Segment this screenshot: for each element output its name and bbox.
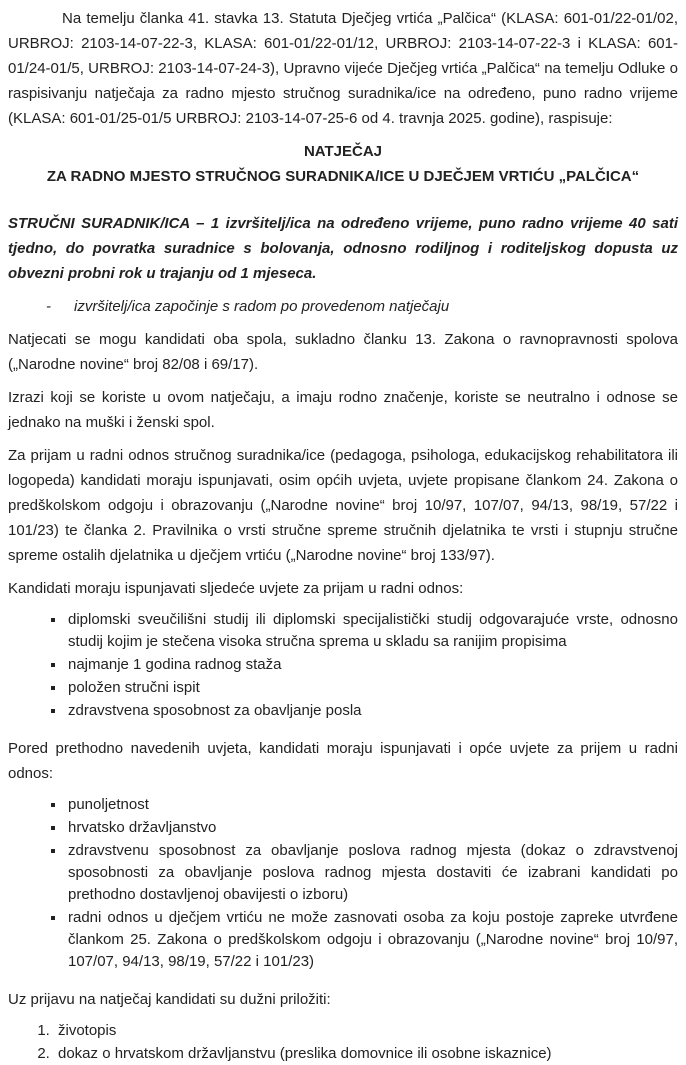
gender-paragraph: Izrazi koji se koriste u ovom natječaju, a imaju rodno značenje, koriste se neutralno i odnose se jednako na muški i ženski spol. [8, 389, 678, 431]
general-conditions-list [8, 794, 678, 973]
requirement-item: ▪ diplomski sveučilišni studij ili diplomski specijalistički studij odgovarajuće vrste, odnosno studij kojim je stečena visoka stručna sprema u skladu sa ranijim propisima [66, 609, 678, 653]
requirements-list [8, 609, 678, 722]
dash-marker: - [46, 298, 51, 315]
intro-paragraph: Na temelju članka 41. stavka 13. Statuta Dječjeg vrtića „Palčica“ (KLASA: 601-01/22-01/02, URBROJ: 2103-14-07-22-3, KLASA: 601-01/22-01/12, URBROJ: 2103-14-07-22-3 i KLASA: 601-01/24-01/5, URBROJ: 2103-14-07-24-3), Upravno vijeće Dječjeg vrtića „Palčica“ na temelju Odluke o raspisivanju natječaja za radno mjesto stručnog suradnika/ice na određeno, puno radno vrijeme (KLASA: 601-01/25-01/5 URBROJ: 2103-14-07-25-6 od 4. travnja 2025. godine), raspisuje: [8, 10, 678, 127]
vacancy-subtitle: ZA RADNO MJESTO STRUČNOG SURADNIKA/ICE U DJEČJEM VRTIĆU „PALČICA“ [46, 168, 640, 185]
attachments-list [8, 1020, 678, 1065]
general-condition-item: ▪ hrvatsko državljanstvo [66, 817, 678, 839]
position-statement: STRUČNI SURADNIK/ICA – 1 izvršitelj/ica na određeno vrijeme, puno radno vrijeme 40 sati tjedno, do povratka suradnice s bolovanja, odnosno rodiljnog i roditeljskog dopusta uz obvezni probni rok u trajanju od 1 mjeseca. [8, 215, 678, 282]
vacancy-title: NATJEČAJ [303, 143, 383, 160]
requirement-item: ▪ položen stručni ispit [66, 677, 678, 699]
requirements-lead: Kandidati moraju ispunjavati sljedeće uvjete za prijam u radni odnos: [8, 580, 464, 597]
vacancy-title-block [8, 139, 678, 189]
admission-paragraph: Za prijam u radni odnos stručnog suradnika/ice (pedagoga, psihologa, edukacijskog rehabilitatora ili logopeda) kandidati moraju ispunjavati, osim općih uvjeta, uvjete propisane člankom 24. Zakona o predškolskom odgoju i obrazovanju („Narodne novine“ broj 10/97, 107/07, 94/13, 98/19, 57/22 i 101/23) te članka 2. Pravilnika o vrsti stručne spreme stručnih djelatnika te vrsti i stupnju stručne spreme ostalih djelatnika u dječjem vrtiću („Narodne novine“ broj 133/97). [8, 447, 678, 564]
general-condition-item: ▪ punoljetnost [66, 794, 678, 816]
attachment-item: 2. dokaz o hrvatskom državljanstvu (preslika domovnice ili osobne iskaznice) [54, 1043, 678, 1065]
attachment-item: 1. životopis [54, 1020, 678, 1042]
start-note-text: izvršitelj/ica započinje s radom po provedenom natječaju [74, 298, 450, 315]
requirement-item: ▪ najmanje 1 godina radnog staža [66, 654, 678, 676]
equality-paragraph: Natjecati se mogu kandidati oba spola, sukladno članku 13. Zakona o ravnopravnosti spolova („Narodne novine“ broj 82/08 i 69/17). [8, 331, 678, 373]
attachments-lead: Uz prijavu na natječaj kandidati su dužni priložiti: [8, 991, 331, 1008]
requirement-item: ▪ zdravstvena sposobnost za obavljanje posla [66, 700, 678, 722]
start-note [46, 294, 678, 319]
general-condition-item: ▪ radni odnos u dječjem vrtiću ne može zasnovati osoba za koju postoje zapreke utvrđene člankom 25. Zakona o predškolskom odgoju i obrazovanju („Narodne novine“ broj 10/97, 107/07, 94/13, 98/19, 57/22 i 101/23) [66, 907, 678, 973]
general-condition-item: ▪ zdravstvenu sposobnost za obavljanje poslova radnog mjesta (dokaz o zdravstvenoj sposobnosti za obavljanje poslova radnog mjesta dostaviti će izabrani kandidati po prethodno dostavljenoj obavijesti o izboru) [66, 840, 678, 906]
general-conditions-lead: Pored prethodno navedenih uvjeta, kandidati moraju ispunjavati i opće uvjete za prijem u radni odnos: [8, 740, 678, 782]
